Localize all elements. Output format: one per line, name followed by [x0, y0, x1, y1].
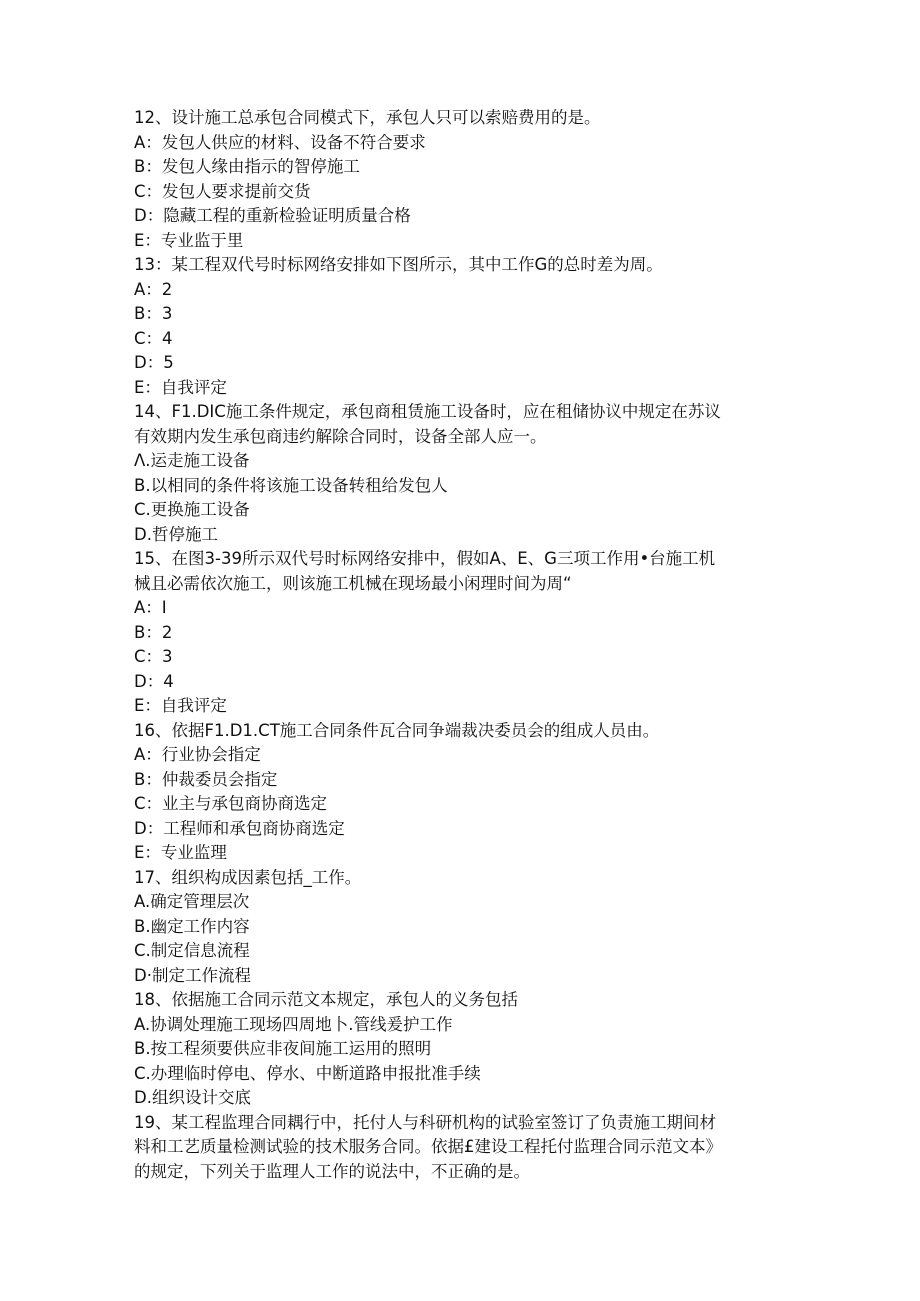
question-16-stem: 16、依据F1.D1.CT施工合同条件瓦合同争端裁决委员会的组成人员由。	[134, 720, 660, 740]
question-16-option-e: E：专业监理	[134, 843, 227, 862]
question-17-stem: 17、组织构成因素包括_工作。	[134, 867, 362, 887]
question-13-stem: 13：某工程双代号时标网络安排如下图所示，其中工作G的总时差为周。	[134, 255, 663, 274]
question-14-stem: 14、F1.DIC施工条件规定，承包商租赁施工设备时，应在租储协议中规定在苏议	[134, 402, 721, 421]
question-12-option-c: C：发包人要求提前交货	[134, 181, 311, 201]
question-13-option-e: E：自我评定	[134, 377, 227, 397]
question-14-option-a: Λ.运走施工设备	[134, 451, 250, 470]
document-page	[134, 106, 814, 1184]
question-15-option-b: B：2	[134, 622, 173, 642]
question-19-stem-end: 的规定，下列关于监理人工作的说法中，不正确的是。	[134, 1161, 530, 1181]
question-18-option-b: B.按工程须要供应非夜间施工运用的照明	[134, 1039, 432, 1058]
question-13-option-a: A：2	[134, 279, 173, 299]
question-15-option-d: D：4	[134, 671, 174, 691]
question-19-stem-continued: 料和工艺质量检测试验的技术服务合同。依据£建设工程托付监理合同示范文本》	[134, 1137, 722, 1156]
question-16-option-a: A：行业协会指定	[134, 745, 261, 764]
question-15-option-c: C：3	[134, 647, 173, 666]
question-18-option-a: A.协调处理施工现场四周地卜.管线爰护工作	[134, 1014, 453, 1034]
question-14-option-c: C.更换施工设备	[134, 500, 250, 519]
question-18-option-c: C.办理临时停电、停水、中断道路申报批准手续	[134, 1063, 481, 1083]
question-17-option-b: B.幽定工作内容	[134, 916, 250, 936]
question-12-option-d: D：隐藏工程的重新检验证明质量合格	[134, 206, 411, 225]
question-16-option-d: D：工程师和承包商协商选定	[134, 818, 345, 838]
question-19-stem: 19、某工程监理合同耦行中，托付人与科研机构的试验室签订了负责施工期间材	[134, 1112, 716, 1132]
question-18-option-d: D.组织设计交底	[134, 1088, 251, 1107]
question-17-option-a: A.确定管理层次	[134, 892, 250, 911]
question-17-option-c: C.制定信息流程	[134, 941, 250, 960]
question-14-option-d: D.哲停施工	[134, 524, 218, 544]
question-14-stem-continued: 有效期内发生承包商违约解除合同时，设备全部人应一。	[134, 426, 547, 446]
question-16-option-b: B：仲裁委员会指定	[134, 769, 278, 789]
question-16-option-c: C：业主与承包商协商选定	[134, 794, 328, 813]
question-15-stem-continued: 械且必需依次施工，则该施工机械在现场最小闲理时间为周“	[134, 573, 572, 593]
question-12-option-a: A：发包人供应的材料、设备不符合要求	[134, 132, 426, 152]
question-12-option-b: B：发包人缘由指示的智停施工	[134, 157, 360, 176]
question-17-option-d: D·制定工作流程	[134, 965, 251, 985]
question-15-option-e: E：自我评定	[134, 696, 227, 715]
question-13-option-b: B：3	[134, 304, 173, 323]
question-18-stem: 18、依据施工合同示范文本规定，承包人的义务包括	[134, 990, 518, 1009]
question-12-option-e: E：专业监于里	[134, 230, 244, 250]
question-15-stem: 15、在图3-39所示双代号时标网络安排中，假如A、E、G三项工作用•台施工机	[134, 549, 716, 568]
question-15-option-a: A：I	[134, 598, 167, 617]
question-14-option-b: B.以相同的条件将该施工设备转租给发包人	[134, 475, 448, 495]
question-13-option-c: C：4	[134, 328, 173, 348]
question-12-stem: 12、设计施工总承包合同模式下，承包人只可以索赔费用的是。	[134, 108, 601, 127]
question-13-option-d: D：5	[134, 353, 174, 372]
